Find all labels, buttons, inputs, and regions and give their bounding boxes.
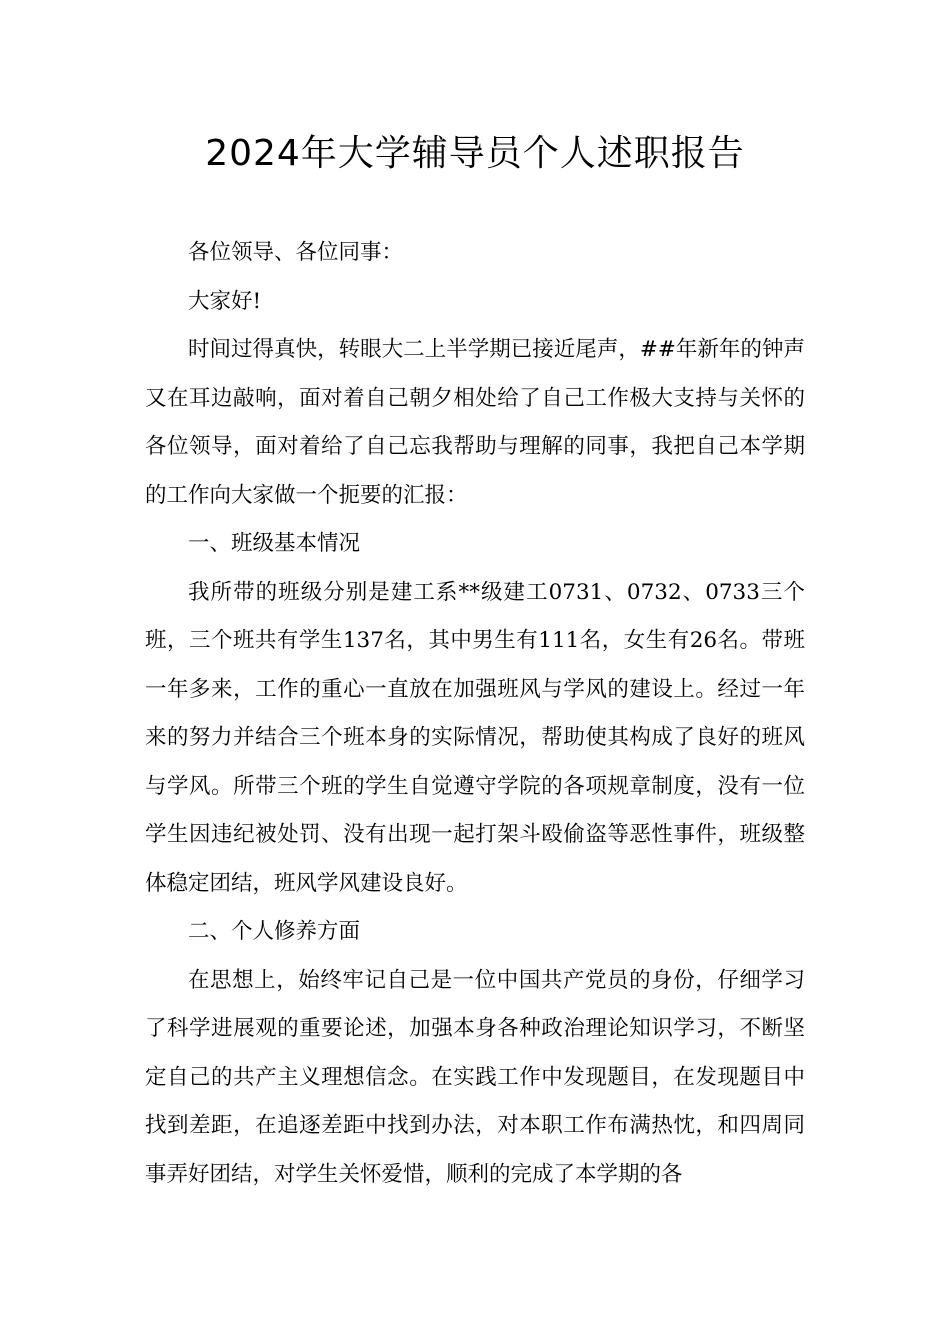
greeting: 大家好!	[188, 288, 262, 314]
section-heading-class-info: 一、班级基本情况	[188, 531, 361, 556]
section-heading-personal: 二、个人修养方面	[188, 919, 361, 944]
intro-paragraph: 时间过得真快，转眼大二上半学期已接近尾声，##年新年的钟声又在耳边敲响，面对着自己朝夕相处给了自己工作极大支持与关怀的各位领导，面对着给了自己忘我帮助与理解的同事，我把自己本学期的工作向大家做一个扼要的汇报：	[145, 337, 805, 508]
salutation: 各位领导、各位同事：	[188, 240, 404, 265]
personal-paragraph: 在思想上，始终牢记自己是一位中国共产党员的身份，仔细学习了科学进展观的重要论述，加强本身各种政治理论知识学习，不断坚定自己的共产主义理想信念。在实践工作中发现题目，在发现题目中找到差距，在追逐差距中找到办法，对本职工作布满热忱，和四周同事弄好团结，对学生关怀爱惜，顺利的完成了本学期的各	[145, 967, 805, 1187]
class-info-paragraph: 我所带的班级分别是建工系**级建工0731、0732、0733三个班，三个班共有学生137名，其中男生有111名，女生有26名。带班一年多来，工作的重心一直放在加强班风与学风的建设上。经过一年来的努力并结合三个班本身的实际情况，帮助使其构成了良好的班风与学风。所带三个班的学生自觉遵守学院的各项规章制度，没有一位学生因违纪被处罚、没有出现一起打架斗殴偷盗等恶性事件，班级整体稳定团结，班风学风建设良好。	[145, 579, 805, 896]
document-title: 2024年大学辅导员个人述职报告	[205, 133, 745, 174]
document-body	[145, 229, 805, 1199]
